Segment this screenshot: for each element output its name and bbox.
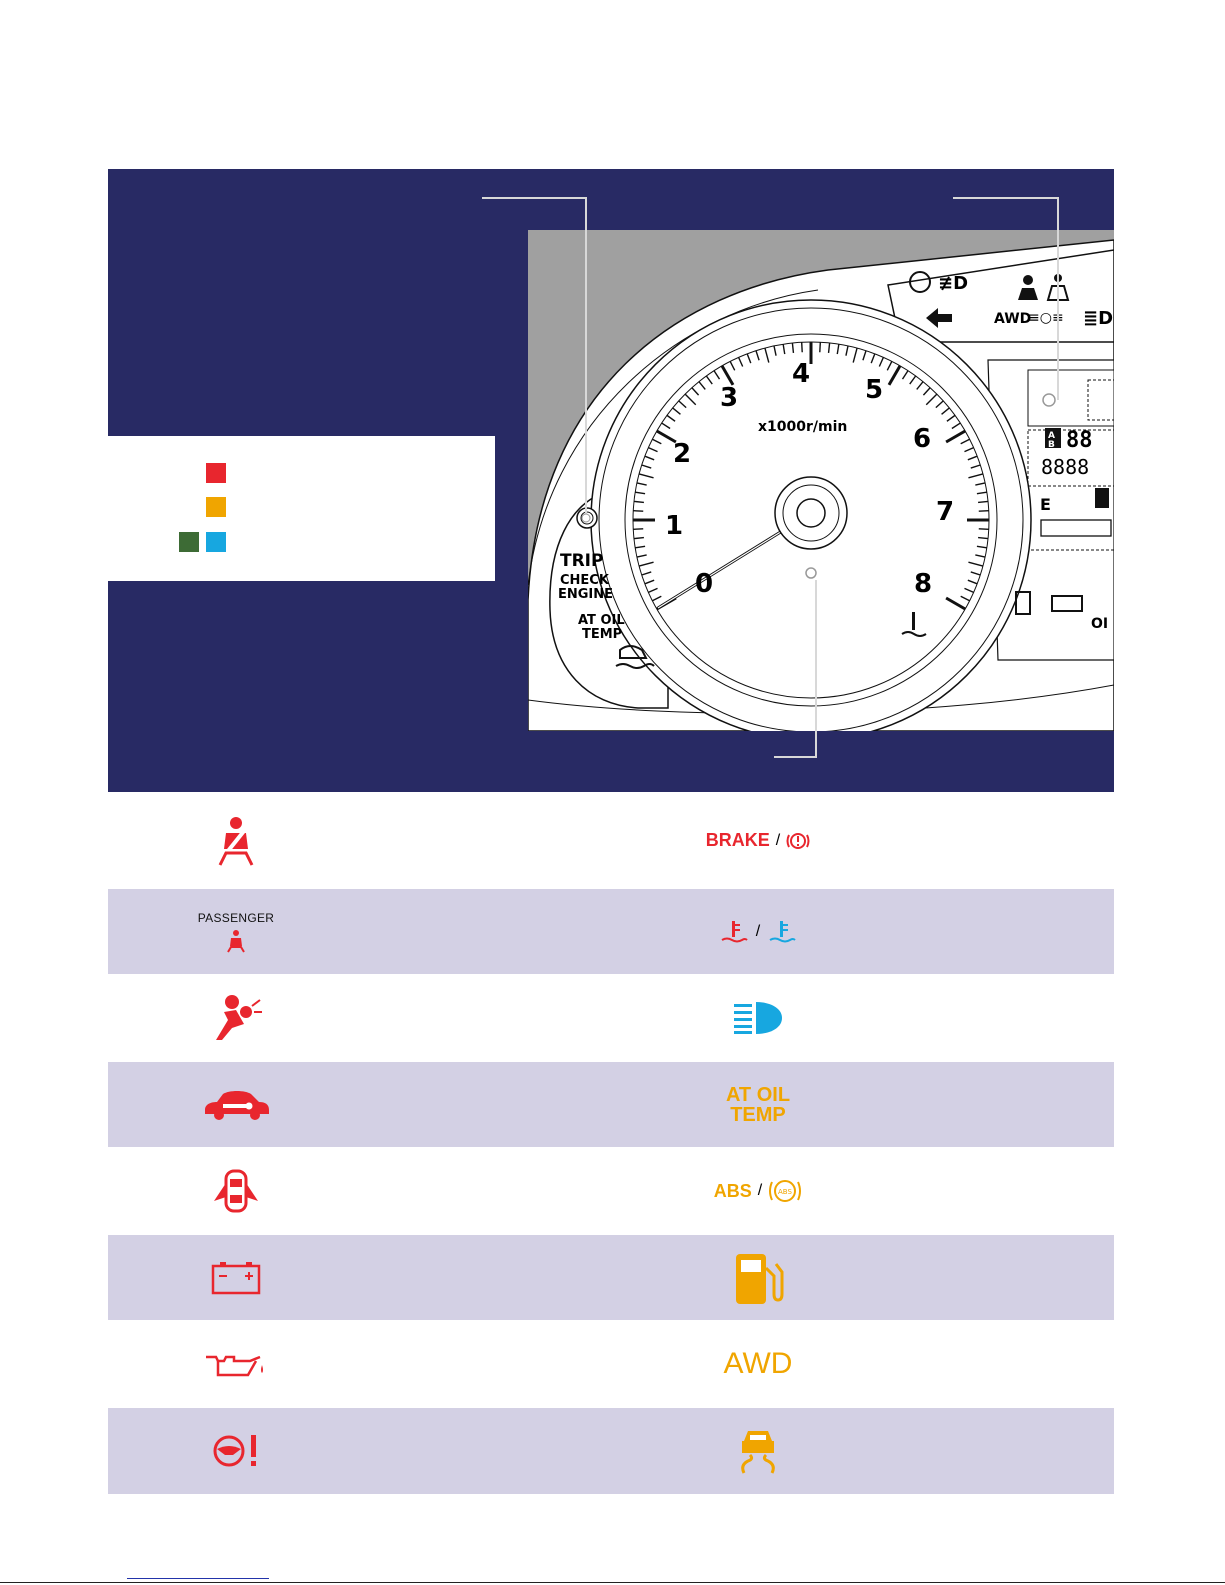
table-row bbox=[108, 1320, 1114, 1408]
footer-link-line bbox=[127, 1578, 269, 1579]
color-legend bbox=[108, 436, 495, 581]
passenger-label: PASSENGER bbox=[197, 910, 275, 925]
awd-label: AWD bbox=[723, 1347, 793, 1380]
page-bottom-rule bbox=[0, 1582, 1225, 1583]
tach-number-7: 7 bbox=[936, 497, 955, 527]
tach-number-1: 1 bbox=[665, 511, 684, 541]
legend-swatch-blue bbox=[206, 532, 226, 552]
skid-icon bbox=[688, 1408, 828, 1494]
svg-text:ABS: ABS bbox=[778, 1188, 793, 1196]
table-row bbox=[108, 1235, 1114, 1320]
at-oil-label-1: AT OIL bbox=[725, 1083, 791, 1106]
door-open-icon bbox=[186, 1147, 286, 1235]
coolant-temp-icon: / bbox=[688, 889, 828, 974]
tach-number-4: 4 bbox=[792, 359, 811, 389]
brake-label: BRAKE bbox=[705, 830, 770, 850]
table-row bbox=[108, 889, 1114, 974]
awd-icon bbox=[688, 1320, 828, 1408]
instrument-cluster-image bbox=[528, 230, 1114, 731]
brake-icon: BRAKE / bbox=[688, 792, 828, 889]
legend-swatch-amber bbox=[206, 497, 226, 517]
at-oil-label-1: AT OIL bbox=[578, 613, 625, 628]
svg-text:≡○≡: ≡○≡ bbox=[1028, 310, 1064, 326]
svg-text:OI: OI bbox=[1091, 616, 1109, 632]
battery-icon bbox=[186, 1235, 286, 1320]
abs-icon: ABS / ABS bbox=[688, 1147, 828, 1235]
tach-number-2: 2 bbox=[673, 439, 692, 469]
at-oil-temp-icon bbox=[688, 1062, 828, 1147]
table-row bbox=[108, 1408, 1114, 1494]
trip-label: TRIP bbox=[560, 551, 604, 571]
svg-text:≣D: ≣D bbox=[1083, 308, 1114, 329]
svg-text:88: 88 bbox=[1066, 428, 1093, 453]
svg-text:8888: 8888 bbox=[1041, 455, 1090, 479]
svg-text:A: A bbox=[1048, 431, 1055, 441]
steering-warning-icon bbox=[186, 1408, 286, 1494]
abs-label: ABS bbox=[713, 1180, 752, 1201]
tach-number-5: 5 bbox=[865, 375, 884, 405]
warning-lights-table bbox=[108, 792, 1114, 1494]
security-car-icon bbox=[186, 1062, 286, 1147]
seatbelt-icon bbox=[186, 792, 286, 889]
svg-text:B: B bbox=[1048, 440, 1055, 450]
tach-number-3: 3 bbox=[720, 383, 739, 413]
oil-pressure-icon bbox=[186, 1320, 286, 1408]
svg-text:≢D: ≢D bbox=[938, 273, 969, 294]
high-beam-icon bbox=[688, 974, 828, 1062]
awd-cluster-label: AWD bbox=[994, 311, 1032, 327]
svg-text:E: E bbox=[1040, 495, 1051, 514]
legend-swatch-green bbox=[179, 532, 199, 552]
passenger-seatbelt-icon bbox=[186, 889, 286, 974]
at-oil-label-2: TEMP bbox=[582, 627, 623, 642]
table-row bbox=[108, 974, 1114, 1062]
airbag-icon bbox=[186, 974, 286, 1062]
tach-number-0: 0 bbox=[695, 569, 714, 599]
fuel-pump-icon bbox=[688, 1235, 828, 1320]
check-label-2: ENGINE bbox=[558, 587, 614, 602]
legend-swatch-red bbox=[206, 463, 226, 483]
tach-number-8: 8 bbox=[914, 569, 933, 599]
tach-number-6: 6 bbox=[913, 424, 932, 454]
at-oil-label-2: TEMP bbox=[730, 1103, 786, 1126]
table-row bbox=[108, 1147, 1114, 1235]
tach-unit: x1000r/min bbox=[758, 419, 848, 435]
table-row bbox=[108, 1062, 1114, 1147]
check-label-1: CHECK bbox=[560, 573, 609, 588]
table-row bbox=[108, 792, 1114, 889]
